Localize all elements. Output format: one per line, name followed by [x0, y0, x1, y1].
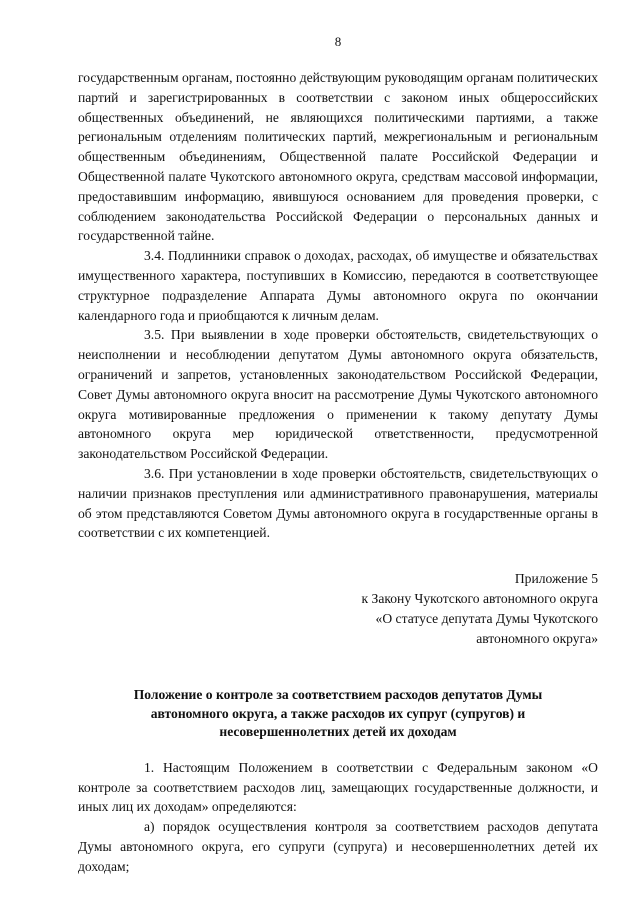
- section-title-line-3: несовершеннолетних детей их доходам: [219, 724, 457, 740]
- appendix-line-3: автономного округа»: [476, 630, 598, 646]
- paragraph-1-a: а) порядок осуществления контроля за соответствием расходов депутата Думы автономного округа, его супруги (супруга) и несовершеннолетних детей их доходам;: [78, 819, 598, 874]
- paragraph-1: 1. Настоящим Положением в соответствии с Федеральным законом «О контроле за соответствием расходов лиц, замещающих государственные должности, и иных лиц их доходам» определяются:: [78, 759, 598, 815]
- section-title: [78, 686, 598, 742]
- paragraph-3-4: 3.4. Подлинники справок о доходах, расходах, об имуществе и обязательствах имущественного характера, поступивших в Комиссию, передаются в соответствующее структурное подразделение Аппарата Думы автономного округа по окончании календарного года и приобщаются к личным делам.: [78, 248, 598, 323]
- appendix-line-2: «О статусе депутата Думы Чукотского: [375, 610, 598, 626]
- body-text-bottom: [78, 758, 598, 877]
- section-title-line-1: Положение о контроле за соответствием расходов депутатов Думы: [133, 687, 543, 703]
- page-number: 8: [334, 34, 342, 49]
- paragraph-continuation: государственным органам, постоянно действующим руководящим органам политических партий и зарегистрированных в соответствии с законом иных общероссийских общественных объединений, не являющихся политическими партиями, а также региональным отделениям политических партий, межрегиональным и региональным общественным объединениям, Общественной палате Российской Федерации и Общественной палате Чукотского автономного округа, средствам массовой информации, предоставившим информацию, явившуюся основанием для проведения проверки, с соблюдением законодательства Российской Федерации о персональных данных и государственной тайне.: [78, 70, 598, 244]
- paragraph-3-6: 3.6. При установлении в ходе проверки обстоятельств, свидетельствующих о наличии признаков преступления или административного правонарушения, материалы об этом представляются Советом Думы автономного округа в государственные органы в соответствии с их компетенцией.: [78, 465, 598, 541]
- paragraph-3-5: 3.5. При выявлении в ходе проверки обстоятельств, свидетельствующих о неисполнении и несоблюдении депутатом Думы автономного округа обязательств, ограничений и запретов, установленных законодательством Российской Федерации, Совет Думы автономного округа вносит на рассмотрение Думы Чукотского автономного округа мотивированные предложения о применении к такому депутату Думы автономного округа мер юридической ответственности, предусмотренной законодательством Российской Федерации.: [78, 327, 598, 462]
- appendix-line-1: к Закону Чукотского автономного округа: [361, 590, 598, 606]
- body-text-top: [78, 68, 598, 543]
- appendix-header: [328, 569, 598, 648]
- section-title-line-2: автономного округа, а также расходов их супруг (супругов) и: [150, 705, 526, 721]
- appendix-title: Приложение 5: [514, 571, 598, 587]
